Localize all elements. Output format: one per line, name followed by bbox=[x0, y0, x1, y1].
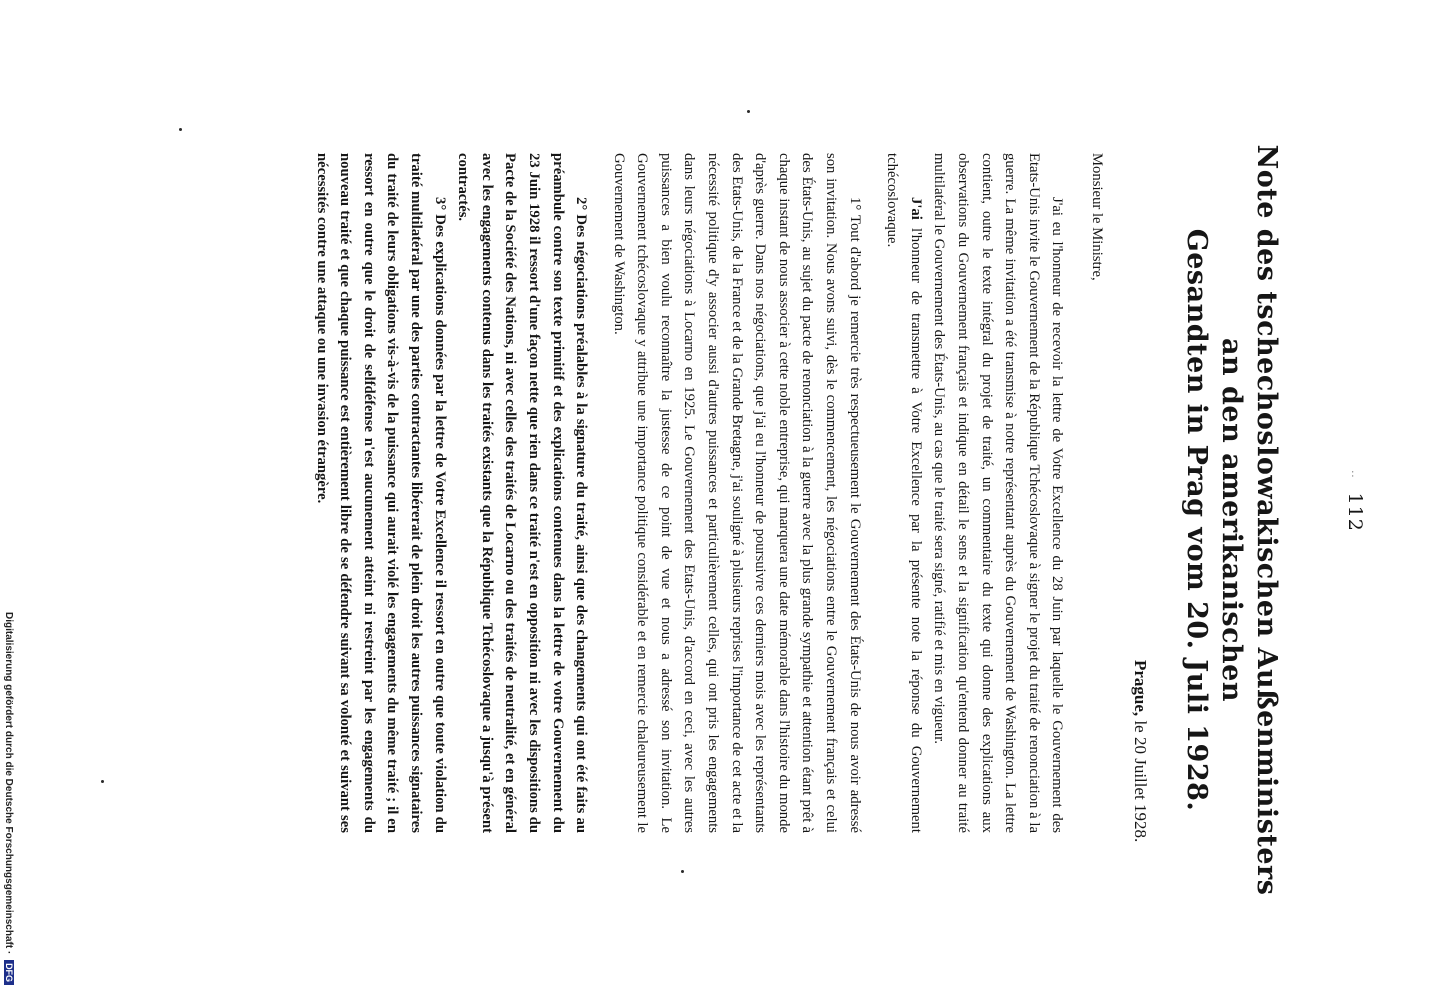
salutation: Monsieur le Ministre, bbox=[1089, 153, 1105, 281]
digitization-credit: Digitalisierung gefördert durch die Deutsche Forschungsgemeinschaft · DFG bbox=[3, 612, 14, 1002]
page-mark: ·· bbox=[1346, 470, 1357, 479]
paragraph-4 bbox=[451, 153, 593, 833]
scan-speck bbox=[681, 870, 684, 873]
paragraph-1: J'ai eu l'honneur de recevoir la lettre de Votre Excellence du 28 Juin par laquelle le Gouvernement des Etats-Unis invite le Gouvernement de la République Tchécoslovaque à signer le projet du traité de renonciation à la guerre. La même invitation a été transmise à notre représentant auprès du Gouvernement de Washington. La lettre contient, outre le texte intégral du projet de traité, un commentaire du texte qui donne des explications aux observations du Gouvernement français et indique en détail le sens et la signification qu'entend donner au traité multilatéral le Gouvernement des États-Unis, au cas que le traité sera signé, ratifié et mis en vigueur. bbox=[931, 153, 1066, 833]
title-line-2: Gesandten in Prag vom 20. Juli 1928. bbox=[1181, 228, 1212, 812]
scan-speck bbox=[747, 110, 750, 113]
place: Prague, bbox=[1131, 660, 1150, 717]
dfg-logo: DFG bbox=[4, 960, 14, 985]
document-title bbox=[1179, 140, 1284, 900]
paragraph-2-text: l'honneur de transmettre à Votre Excellence par la présente note la réponse du Gouvernement tchécoslovaque. bbox=[884, 153, 924, 833]
place-date bbox=[1130, 660, 1150, 1000]
credit-text: Digitalisierung gefördert durch die Deutsche Forschungsgemeinschaft bbox=[3, 612, 14, 949]
title-line-1: Note des tschechoslowakischen Außenministers an den amerikanischen bbox=[1216, 144, 1282, 896]
date: le 20 Juillet 1928. bbox=[1131, 720, 1150, 843]
page-number: 112 bbox=[1344, 492, 1366, 532]
paragraph-4-number: 2° bbox=[573, 197, 590, 211]
paragraph-3: 1° Tout d'abord je remercie très respectueusement le Gouvernement des États-Unis de nous avoir adressé son invitation. Nous avons suivi, dès le commencement, les négociations entre le Gouvernement français et celui des États-Unis, au sujet du pacte de renonciation à la guerre avec la plus grande sympathie et attention étant prêt à chaque instant de nous associer à cette noble entreprise, qui marquera une date mémorable dans l'histoire du monde d'après guerre. Dans nos négociations, que j'ai eu l'honneur de poursuivre ces derniers mois avec les représentants des Etats-Unis, de la France et de la Grande Bretagne, j'ai souligné à plusieurs reprises l'importance de cet acte et la nécessité politique d'y associer aussi d'autres puissances et particulièrement celles, qui ont pris les engagements dans leurs négociations à Locarno en 1925. Le Gouvernement des Etats-Unis, d'accord en ceci, avec les autres puissances a bien voulu reconnaître la justesse de ce point de vue et nous a adressé son invitation. Le Gouvernement tchécoslovaque y attribue une importance politique considérable et en remercie chaleureusement le Gouvernement de Washington. bbox=[610, 153, 863, 833]
paragraph-5 bbox=[309, 153, 451, 833]
page-number-block bbox=[1344, 466, 1366, 536]
scan-speck bbox=[101, 780, 104, 783]
letter-body bbox=[309, 153, 1108, 833]
scan-speck bbox=[179, 128, 182, 131]
paragraph-2-lead: J'ai bbox=[907, 197, 924, 220]
paragraph-5-text: Des explications données par la lettre de Votre Excellence il ressort en outre que toute violation du traité multilatéral par une des parties contractantes libérerait de plein droit les autres puissances signataires du traité de leurs obligations vis-à-vis de la puissance qui aurait violé les engagements du même traité ; il en ressort en outre que le droit de selfdéfense n'est aucunement atteint ni restreint par les engagements du nouveau traité et que chaque puissance est entièrement libre de se défendre suivant sa volonté et suivant ses nécessités contre une attaque ou une invasion étrangère. bbox=[313, 153, 448, 833]
paragraph-2 bbox=[880, 153, 927, 833]
paragraph-5-number: 3° bbox=[431, 197, 448, 211]
paragraph-4-text: Des négociations préalables à la signature du traité, ainsi que des changements qui ont été faits au préambule contre son texte primitif et des explications contenues dans la lettre de votre Gouvernement du 23 Juin 1928 il ressort d'une façon nette que rien dans ce traité n'est en opposition ni avec les dispositions du Pacte de la Société des Nations, ni avec celles des traités de Locarno ou des traités de neutralité, et en général avec les engagements contenus dans les traités existants que la République Tchécoslovaque a jusqu'à présent contractés. bbox=[455, 153, 590, 834]
